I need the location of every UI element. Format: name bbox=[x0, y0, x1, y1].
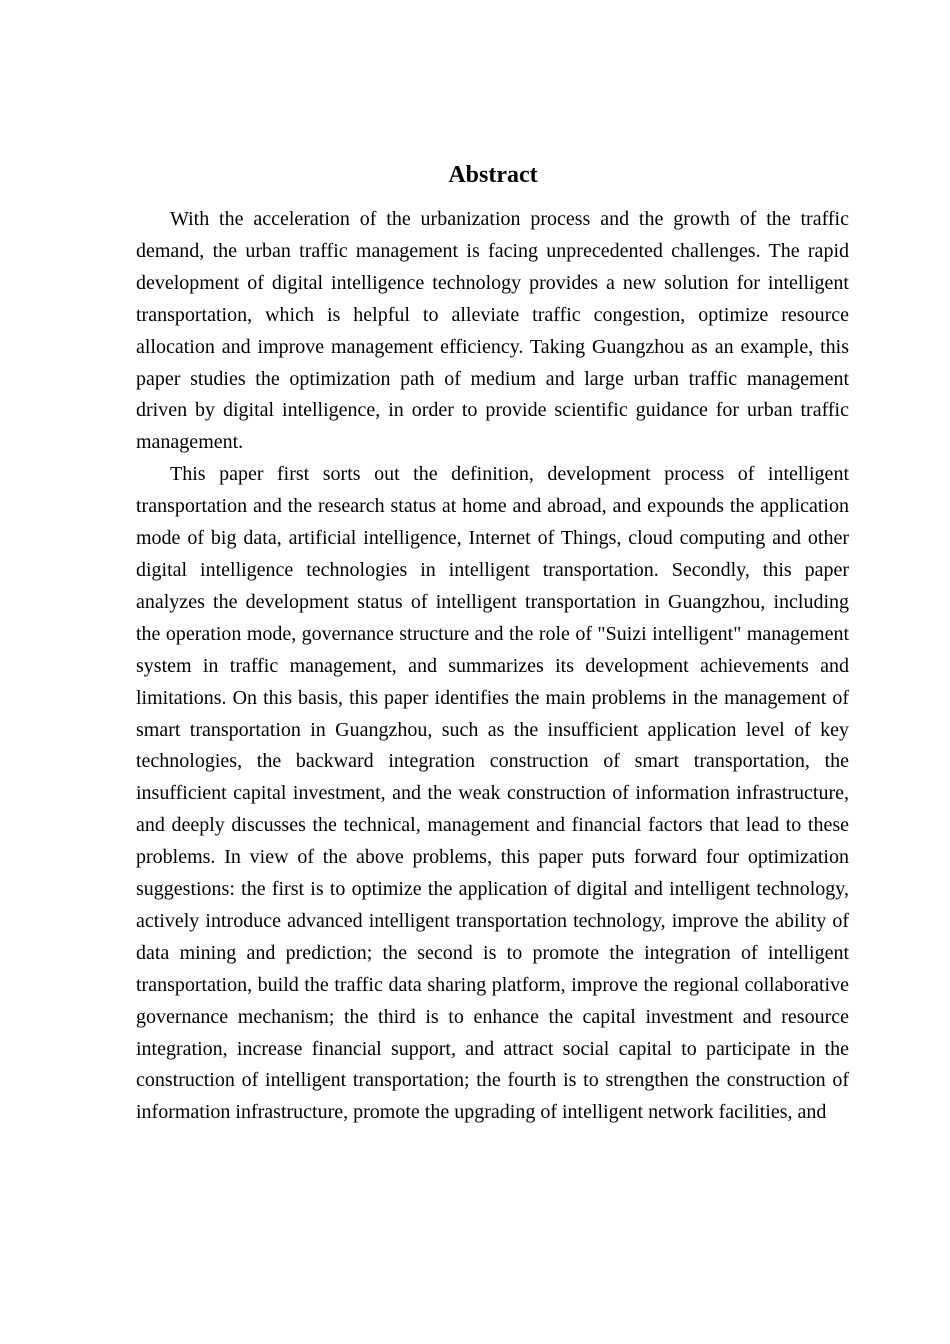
abstract-paragraph-1: With the acceleration of the urbanization process and the growth of the traffic demand, the urban traffic management is facing unprecedented challenges. The rapid development of digital intelligence technology provides a new solution for intelligent transportation, which is helpful to alleviate traffic congestion, optimize resource allocation and improve management efficiency. Taking Guangzhou as an example, this paper studies the optimization path of medium and large urban traffic management driven by digital intelligence, in order to provide scientific guidance for urban traffic management. bbox=[136, 208, 849, 454]
abstract-title: Abstract bbox=[448, 162, 538, 188]
abstract-paragraph-2: This paper first sorts out the definition, development process of intelligent transportation and the research status at home and abroad, and expounds the application mode of big data, artificial intelligence, Internet of Things, cloud computing and other digital intelligence technologies in intelligent transportation. Secondly, this paper analyzes the development status of intelligent transportation in Guangzhou, including the operation mode, governance structure and the role of "Suizi intelligent" management system in traffic management, and summarizes its development achievements and limitations. On this basis, this paper identifies the main problems in the management of smart transportation in Guangzhou, such as the insufficient application level of key technologies, the backward integration construction of smart transportation, the insufficient capital investment, and the weak construction of information infrastructure, and deeply discusses the technical, management and financial factors that lead to these problems. In view of the above problems, this paper puts forward four optimization suggestions: the first is to optimize the application of digital and intelligent technology, actively introduce advanced intelligent transportation technology, improve the ability of data mining and prediction; the second is to promote the integration of intelligent transportation, build the traffic data sharing platform, improve the regional collaborative governance mechanism; the third is to enhance the capital investment and resource integration, increase financial support, and attract social capital to participate in the construction of intelligent transportation; the fourth is to strengthen the construction of information infrastructure, promote the upgrading of intelligent network facilities, and bbox=[136, 463, 849, 1124]
abstract-body bbox=[136, 204, 849, 1129]
